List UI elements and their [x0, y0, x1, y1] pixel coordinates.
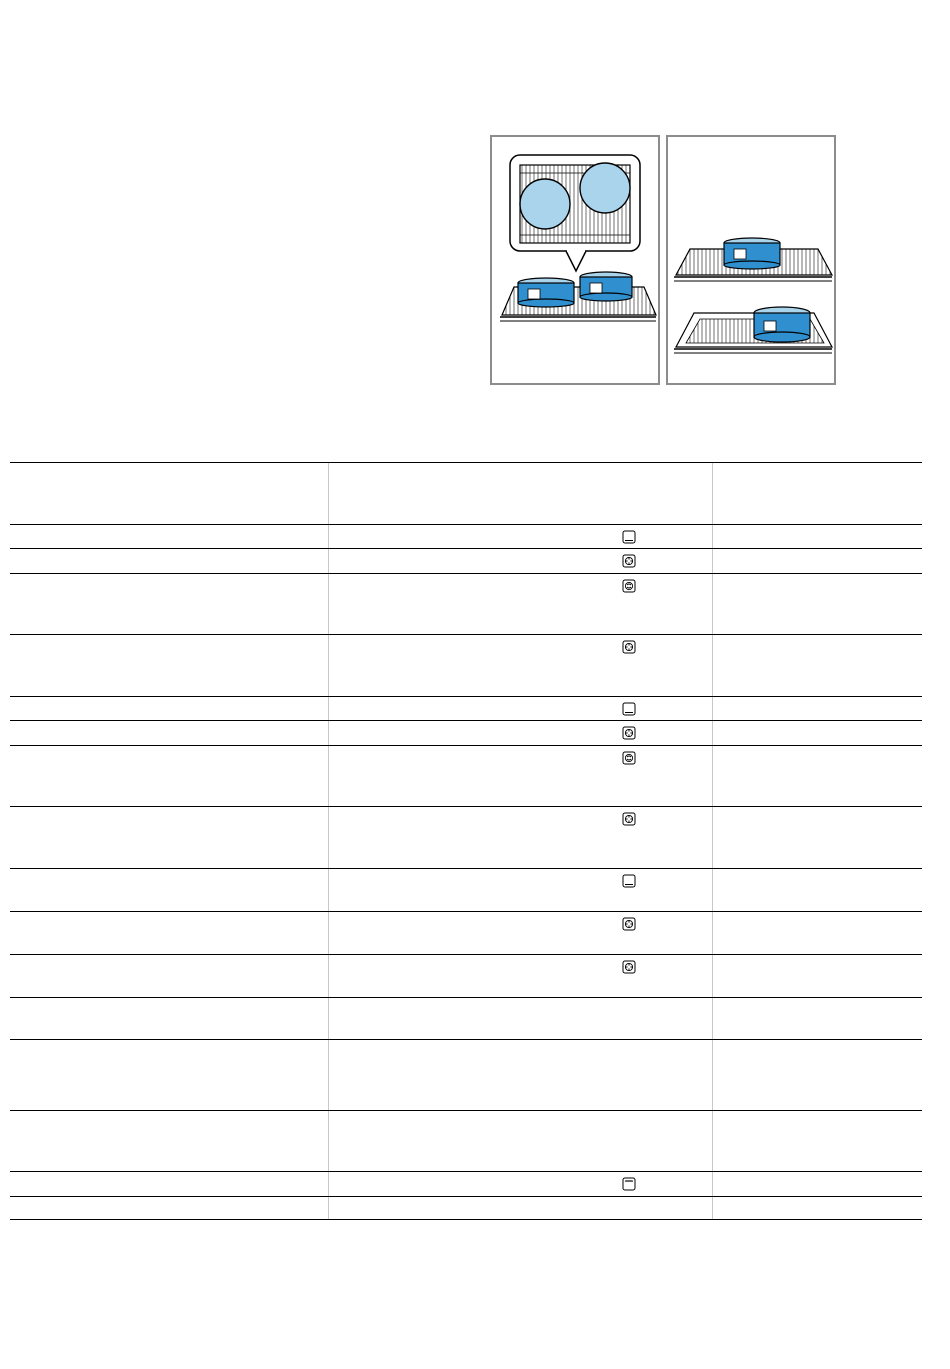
hot-air-icon: [622, 554, 636, 568]
table-cell: [712, 1197, 922, 1219]
table-cell: [328, 463, 713, 524]
hot-air-gentle-icon: [622, 579, 636, 593]
table-row: [10, 635, 922, 697]
table-row: [10, 869, 922, 912]
table-cell: [328, 525, 713, 548]
table-cell: [10, 1197, 328, 1219]
table-row: [10, 1197, 922, 1220]
table-cell: [10, 697, 328, 720]
table-row: [10, 721, 922, 746]
top-bottom-heating-icon: [622, 530, 636, 544]
hot-air-icon: [622, 917, 636, 931]
table-cell: [328, 1172, 713, 1196]
table-row: [10, 549, 922, 574]
table-cell: [328, 807, 713, 868]
table-row: [10, 912, 922, 955]
table-cell: [328, 574, 713, 634]
hot-air-icon: [622, 640, 636, 654]
table-cell: [712, 635, 922, 696]
table-cell: [328, 955, 713, 997]
table-cell: [712, 912, 922, 954]
table-cell: [712, 1040, 922, 1110]
table-cell: [328, 1040, 713, 1110]
table-cell: [10, 463, 328, 524]
table-cell: [10, 746, 328, 806]
grill-icon: [622, 1177, 636, 1191]
table-cell: [10, 955, 328, 997]
table-cell: [10, 549, 328, 573]
table-cell: [10, 1111, 328, 1171]
table-cell: [328, 549, 713, 573]
table-cell: [712, 869, 922, 911]
table-row: [10, 525, 922, 549]
table-row: [10, 463, 922, 525]
hot-air-icon: [622, 960, 636, 974]
table-cell: [10, 807, 328, 868]
hot-air-gentle-icon: [622, 751, 636, 765]
table-row: [10, 1040, 922, 1111]
table-cell: [712, 746, 922, 806]
table-cell: [10, 998, 328, 1039]
table-row: [10, 1111, 922, 1172]
table-cell: [328, 998, 713, 1039]
table-cell: [328, 869, 713, 911]
table-row: [10, 746, 922, 807]
table-cell: [712, 697, 922, 720]
illustration-two-pans-two-levels: [666, 135, 836, 385]
table-cell: [712, 549, 922, 573]
settings-table: [10, 462, 922, 1220]
table-cell: [10, 574, 328, 634]
springform-pans-two-levels-icon: [668, 137, 834, 383]
table-cell: [712, 574, 922, 634]
table-cell: [712, 721, 922, 745]
table-row: [10, 697, 922, 721]
table-cell: [10, 869, 328, 911]
table-cell: [10, 1040, 328, 1110]
table-cell: [10, 721, 328, 745]
hot-air-icon: [622, 812, 636, 826]
table-cell: [328, 721, 713, 745]
table-cell: [10, 635, 328, 696]
table-cell: [328, 697, 713, 720]
table-cell: [712, 525, 922, 548]
table-cell: [328, 1111, 713, 1171]
table-cell: [328, 635, 713, 696]
illustration-two-pans-one-level: [490, 135, 660, 385]
top-bottom-heating-icon: [622, 874, 636, 888]
table-cell: [712, 807, 922, 868]
table-row: [10, 1172, 922, 1197]
table-row: [10, 998, 922, 1040]
table-cell: [712, 1111, 922, 1171]
table-row: [10, 807, 922, 869]
table-cell: [328, 746, 713, 806]
table-cell: [712, 998, 922, 1039]
table-cell: [10, 525, 328, 548]
table-cell: [10, 912, 328, 954]
table-cell: [328, 912, 713, 954]
table-row: [10, 574, 922, 635]
top-bottom-heating-icon: [622, 702, 636, 716]
table-row: [10, 955, 922, 998]
table-cell: [712, 1172, 922, 1196]
hot-air-icon: [622, 726, 636, 740]
table-cell: [328, 1197, 713, 1219]
table-cell: [712, 955, 922, 997]
table-cell: [10, 1172, 328, 1196]
table-cell: [712, 463, 922, 524]
springform-pans-top-view-icon: [492, 137, 658, 383]
